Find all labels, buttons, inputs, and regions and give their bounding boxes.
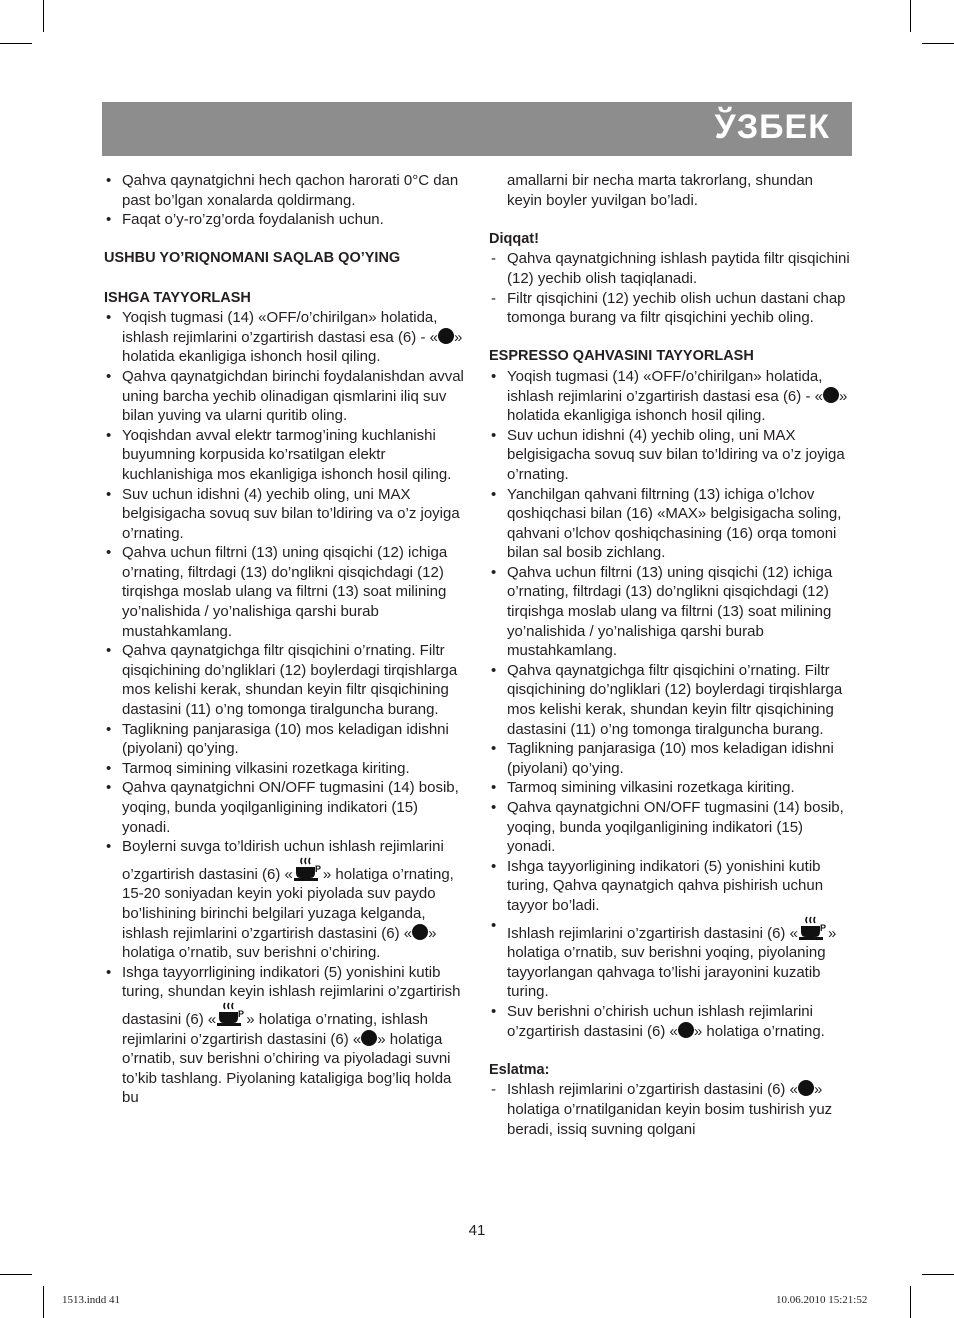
bullet-marker: • xyxy=(106,172,112,189)
bullet-marker: • xyxy=(491,485,497,503)
text-segment: Qahva qaynatgichni ON/OFF tugmasini (14) bosib, yoqing, bunda yoqilganligining indikatori (15) yonadi. xyxy=(507,799,844,856)
filled-circle-icon xyxy=(361,1030,377,1046)
text-segment: Faqat o’y-ro’zg’orda foydalanish uchun. xyxy=(122,211,384,229)
bullet-marker: • xyxy=(106,426,112,444)
filled-circle-icon xyxy=(438,328,454,344)
list-item xyxy=(104,641,466,719)
text-segment: Qahva qaynatgichga filtr qisqichini o’rnating. Filtr qisqichining do’ngliklari (12) boylerdagi tirqishlarga mos kelishi kerak, shundan keyin filtr qisqichining dastasini (11) o’ng tomonga tiralguncha burang. xyxy=(507,661,843,738)
crop-mark xyxy=(0,1274,32,1275)
bullet-marker: • xyxy=(491,661,497,679)
text-segment: » holatiga o’rnating, ishlash rejimlarini o’zgartirish dastasini (6) « xyxy=(122,1010,429,1048)
section-title: ЎЗБЕК xyxy=(714,108,830,146)
text-segment: Suv berishni o’chirish uchun ishlash rejimlarini o’zgartirish dastasini (6) « xyxy=(507,1002,813,1040)
spacer xyxy=(104,269,466,289)
text-segment: Ishga tayyorligining indikatori (5) yonishini kutib turing, Qahva qaynatgich qahva pishirish uchun tayyor bo’ladi. xyxy=(507,857,824,914)
page-number: 41 xyxy=(468,1222,486,1239)
bullet-marker: • xyxy=(491,563,497,581)
list-item xyxy=(104,485,466,544)
right-text-column xyxy=(489,171,851,1139)
crop-mark xyxy=(922,1274,954,1275)
spacer xyxy=(489,328,851,348)
list-item xyxy=(489,661,851,739)
text-segment: Ishga tayyorrligining indikatori (5) yonishini kutib turing, shundan keyin ishlash rejimlarini o’zgartirish dastasini (6) « xyxy=(122,963,461,1028)
list-item xyxy=(104,367,466,426)
bullet-marker: • xyxy=(106,309,112,327)
paragraph-continuation xyxy=(489,171,851,210)
list-item xyxy=(489,426,851,485)
left-text-column xyxy=(104,171,466,1108)
text-segment: Yanchilgan qahvani filtrning (13) ichiga o’lchov qoshiqchasi bilan (16) «MAX» belgisigacha soling, qahvani o’lchov qoshiqchasining (16) orqa tomoni bilan sal bosib zichlang. xyxy=(507,485,842,562)
text-segment: Qahva qaynatgichni hech qachon harorati 0°C dan past bo’lgan xonalarda qoldirmang. xyxy=(122,172,459,209)
text-segment: Taglikning panjarasiga (10) mos keladigan idishni (piyolani) qo’ying. xyxy=(507,740,834,777)
steam-cup-icon xyxy=(798,916,828,942)
text-segment: Boylerni suvga to’ldirish uchun ishlash rejimlarini o’zgartirish dastasini (6) « xyxy=(122,838,444,883)
bullet-marker: • xyxy=(106,642,112,660)
list-item xyxy=(489,857,851,916)
text-segment: Suv uchun idishni (4) yechib oling, uni MAX belgisigacha sovuq suv bilan to’ldiring va o’z joyiga o’rnating. xyxy=(122,485,460,542)
svg-text:P: P xyxy=(819,922,826,933)
list-item xyxy=(104,210,466,230)
spacer xyxy=(489,210,851,230)
spacer xyxy=(104,230,466,250)
bullet-marker: • xyxy=(106,485,112,503)
spacer xyxy=(489,1041,851,1061)
bullet-marker: • xyxy=(491,740,497,758)
list-item xyxy=(104,778,466,837)
steam-cup-icon xyxy=(216,1002,246,1028)
list-item xyxy=(489,798,851,857)
crop-mark xyxy=(922,43,954,44)
bullet-marker: • xyxy=(491,779,497,797)
list-item xyxy=(104,171,466,210)
text-segment: Yoqish tugmasi (14) «OFF/o’chirilgan» holatida, ishlash rejimlarini o’zgartirish dastasi esa (6) - « xyxy=(507,367,823,405)
list-item xyxy=(489,367,851,426)
text-segment: » holatiga o’rnatib, suv berishni yoqing, piyolaning tayyorlangan qahvaga to’lishi jarayonini kuzatib turing. xyxy=(507,924,837,1001)
text-segment: » holatiga o’rnating. xyxy=(693,1022,825,1040)
list-item xyxy=(489,1080,851,1139)
bullet-marker: • xyxy=(491,426,497,444)
bullet-marker: • xyxy=(106,963,112,981)
svg-text:P: P xyxy=(238,1008,245,1019)
bullet-marker: • xyxy=(106,838,112,856)
text-segment: Ishlash rejimlarini o’zgartirish dastasini (6) « xyxy=(507,924,798,942)
bullet-marker: - xyxy=(491,250,496,268)
bullet-marker: • xyxy=(491,857,497,875)
text-segment: Suv uchun idishni (4) yechib oling, uni MAX belgisigacha sovuq suv bilan to’ldiring va o’z joyiga o’rnating. xyxy=(507,426,845,483)
list-item xyxy=(489,485,851,563)
section-header-bar xyxy=(102,102,852,156)
text-segment: » holatida ekanligiga ishonch hosil qiling. xyxy=(507,387,848,425)
bullet-marker: • xyxy=(106,720,112,738)
list-item xyxy=(489,778,851,798)
svg-text:P: P xyxy=(314,863,321,874)
list-item xyxy=(489,289,851,328)
text-segment: Taglikning panjarasiga (10) mos keladigan idishni (piyolani) qo’ying. xyxy=(122,720,449,758)
list-item xyxy=(104,308,466,367)
crop-mark xyxy=(43,0,44,32)
crop-mark xyxy=(910,1286,911,1318)
section-heading: Diqqat! xyxy=(489,230,539,247)
text-segment: Qahva qaynatgichga filtr qisqichini o’rnating. Filtr qisqichining do’ngliklari (12) boylerdagi tirqishlarga mos kelishi kerak, shundan keyin filtr qisqichining dastasini (11) o’ng tomonga tiralguncha burang. xyxy=(122,642,458,719)
bullet-marker: • xyxy=(106,779,112,797)
bullet-marker: • xyxy=(106,759,112,777)
text-segment: Ishlash rejimlarini o’zgartirish dastasini (6) « xyxy=(507,1081,798,1099)
text-segment: Qahva qaynatgichni ON/OFF tugmasini (14) bosib, yoqing, bunda yoqilganligining indikatori (15) yonadi. xyxy=(122,779,459,836)
text-segment: Qahva qaynatgichning ishlash paytida filtr qisqichini (12) yechib olish taqiqlanadi. xyxy=(507,250,850,287)
section-heading: ESPRESSO QAHVASINI TAYYORLASH xyxy=(489,348,754,365)
text-segment: » holatiga o’rnatilganidan keyin bosim tushirish yuz beradi, issiq suvning qolgani xyxy=(507,1081,833,1138)
list-item xyxy=(489,739,851,778)
section-heading: Eslatma: xyxy=(489,1061,550,1078)
list-item xyxy=(104,963,466,1108)
crop-mark xyxy=(43,1286,44,1318)
filled-circle-icon xyxy=(823,387,839,403)
bullet-marker: • xyxy=(491,799,497,816)
text-segment: Tarmoq simining vilkasini rozetkaga kiriting. xyxy=(122,759,410,777)
steam-cup-icon xyxy=(293,857,323,883)
list-item xyxy=(104,837,466,963)
bullet-marker: • xyxy=(491,916,497,934)
list-item xyxy=(104,720,466,759)
text-segment: Yoqish tugmasi (14) «OFF/o’chirilgan» holatida, ishlash rejimlarini o’zgartirish dastasi esa (6) - « xyxy=(122,309,438,346)
crop-mark xyxy=(0,43,32,44)
text-segment: » holatiga o’rnating, 15-20 soniyadan keyin yoki piyolada suv paydo bo’lishining birinchi belgilari yuzaga kelganda, ishlash rejimlarini o’zgartirish dastasini (6) « xyxy=(122,865,454,942)
text-segment: » holatiga o’rnatib, suv berishni o’chiring va piyoladagi suvni to’kib tashlang. Piyolaning kataligiga bog’liq holda bu xyxy=(122,1030,452,1107)
list-item xyxy=(104,543,466,641)
crop-mark xyxy=(910,0,911,32)
bullet-marker: - xyxy=(491,289,496,307)
footer-file-info: 1513.indd 41 xyxy=(62,1294,121,1306)
footer-timestamp: 10.06.2010 15:21:52 xyxy=(776,1294,868,1306)
bullet-marker: • xyxy=(106,367,112,385)
filled-circle-icon xyxy=(678,1022,694,1038)
section-heading: USHBU YO’RIQNOMANI SAQLAB QO’YING xyxy=(104,250,401,267)
text-segment: Qahva uchun filtrni (13) uning qisqichi (12) ichiga o’rnating, filtrdagi (13) do’nglikni qisqichdagi (12) tirqishga moslab ulang va filtrni (13) soat milining yo’nalishida / yo’nalishiga qarshi burab mustahkamlang. xyxy=(507,563,833,660)
text-segment: Tarmoq simining vilkasini rozetkaga kiriting. xyxy=(507,779,795,797)
text-segment: Yoqishdan avval elektr tarmog’ining kuchlanishi buyumning korpusida ko’rsatilgan elektr kuchlanishiga mos ekanligiga ishonch hosil qiling. xyxy=(122,426,452,483)
list-item xyxy=(489,249,851,288)
section-heading: ISHGA TAYYORLASH xyxy=(104,289,251,306)
text-segment: Qahva uchun filtrni (13) uning qisqichi (12) ichiga o’rnating, filtrdagi (13) do’nglikni qisqichdagi (12) tirqishga moslab ulang va filtrni (13) soat milining yo’nalishida / yo’nalishiga qarshi burab mustahkamlang. xyxy=(122,544,448,640)
bullet-marker: • xyxy=(491,1002,497,1020)
filled-circle-icon xyxy=(412,924,428,940)
text-segment: Filtr qisqichini (12) yechib olish uchun dastani chap tomonga burang va filtr qisqichini yechib oling. xyxy=(507,289,846,327)
text-segment: » holatida ekanligiga ishonch hosil qiling. xyxy=(122,328,463,366)
filled-circle-icon xyxy=(798,1080,814,1096)
text-segment: » holatiga o’rnatib, suv berishni o’chiring. xyxy=(122,924,437,962)
list-item xyxy=(104,759,466,779)
list-item xyxy=(489,1002,851,1041)
text-segment: Qahva qaynatgichdan birinchi foydalanishdan avval uning barcha yechib olinadigan qismlarini iliq suv bilan yuving va ularni quritib oling. xyxy=(122,367,464,425)
list-item xyxy=(489,563,851,661)
bullet-marker: - xyxy=(491,1081,496,1099)
bullet-marker: • xyxy=(491,367,497,385)
bullet-marker: • xyxy=(106,211,112,229)
list-item xyxy=(104,426,466,485)
text-segment: amallarni bir necha marta takrorlang, shundan keyin boyler yuvilgan bo’ladi. xyxy=(507,172,813,209)
bullet-marker: • xyxy=(106,544,112,562)
list-item xyxy=(489,916,851,1002)
